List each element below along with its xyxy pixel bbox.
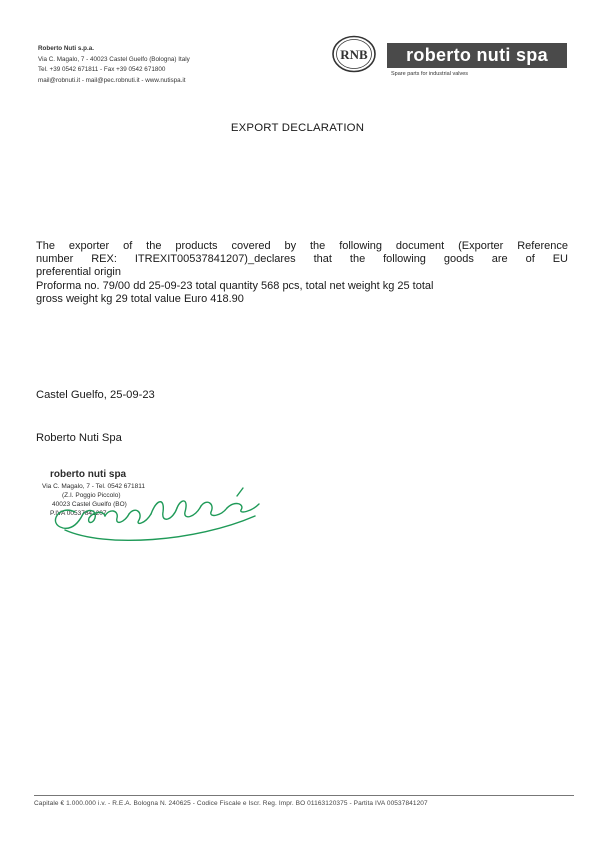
company-wordmark-logo: roberto nuti spa [387,43,567,68]
company-address: Via C. Magalo, 7 - 40023 Castel Guelfo (Bologna) Italy [38,55,190,63]
stamp-line-3: 40023 Castel Guelfo (BO) [52,501,127,508]
company-tagline: Spare parts for industrial valves [391,71,469,77]
company-monogram-logo [331,35,377,73]
proforma-line-1: Proforma no. 79/00 dd 25-09-23 total quantity 568 pcs, total net weight kg 25 total [36,280,434,293]
stamp-name: roberto nuti spa [50,469,127,480]
footer-divider [34,795,574,796]
handwritten-signature [45,468,285,548]
declaration-body [36,240,568,306]
company-contacts: Tel. +39 0542 671811 - Fax +39 0542 671800 [38,66,166,73]
stamp-line-1: Via C. Magalo, 7 - Tel. 0542 671811 [42,483,145,490]
proforma-line-2: gross weight kg 29 total value Euro 418.90 [36,293,244,306]
stamp-line-4: P.IVA 00537841207 [50,510,107,517]
place-and-date: Castel Guelfo, 25-09-23 [36,389,155,401]
declaration-line-2: number REX: ITREXIT00537841207)_declares that the following goods are of EU [36,252,568,265]
company-name: Roberto Nuti s.p.a. [38,45,94,52]
declaration-line-3: preferential origin [36,265,121,278]
signatory-company: Roberto Nuti Spa [36,432,122,444]
company-email-web: mail@robnuti.it - mail@pec.robnuti.it - www.nutispa.it [38,76,186,84]
company-letterhead-info [38,44,248,86]
monogram-text: RNB [340,47,368,62]
document-title: EXPORT DECLARATION [230,122,365,134]
footer-legal-text: Capitale € 1.000.000 i.v. - R.E.A. Bologna N. 240625 - Codice Fiscale e Iscr. Reg. Impr. BO 01163120375 - Partita IVA 00537841207 [34,800,428,807]
stamp-line-2: (Z.I. Poggio Piccolo) [62,492,121,499]
declaration-line-1: The exporter of the products covered by the following document (Exporter Reference [36,240,568,252]
